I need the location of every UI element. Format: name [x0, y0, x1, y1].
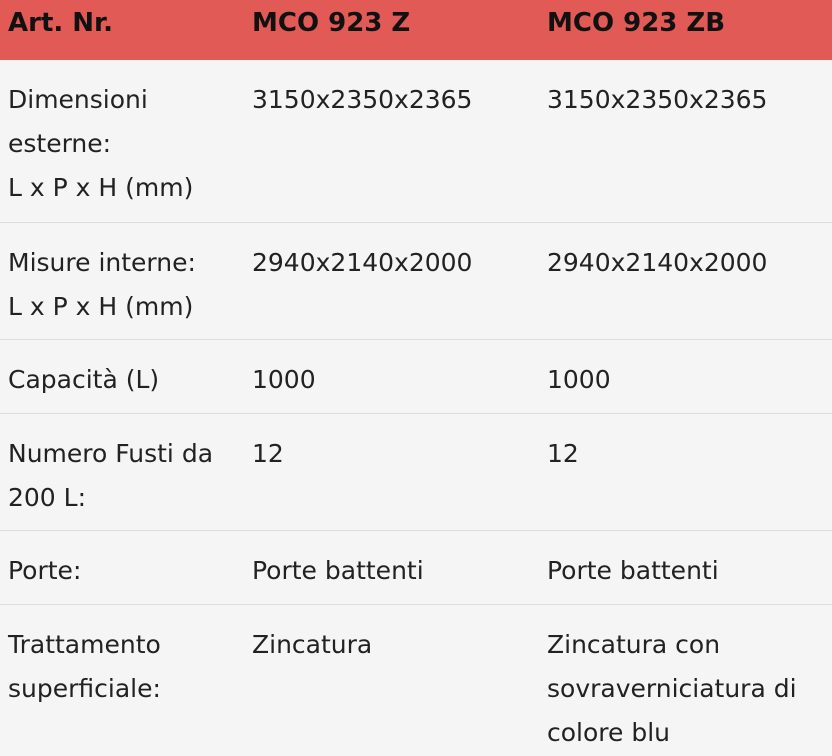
table-row-dimensioni-esterne — [0, 60, 832, 223]
row-value-zb: 12 — [547, 439, 579, 468]
header-mco-923-zb: MCO 923 ZB — [547, 8, 726, 38]
row-value-z: Porte battenti — [252, 556, 424, 585]
table-row-porte — [0, 531, 832, 605]
row-value-z: 1000 — [252, 365, 316, 394]
row-label: Trattamento superficiale: — [8, 630, 161, 703]
row-value-zb: 3150x2350x2365 — [547, 85, 768, 114]
row-label: Dimensioni esterne: L x P x H (mm) — [8, 85, 194, 202]
row-label: Misure interne: L x P x H (mm) — [8, 248, 196, 321]
table-row-capacita — [0, 340, 832, 414]
row-value-z: 2940x2140x2000 — [252, 248, 473, 277]
header-mco-923-z: MCO 923 Z — [252, 8, 411, 38]
row-value-z: 12 — [252, 439, 284, 468]
row-label: Porte: — [8, 556, 82, 585]
row-value-zb: Zincatura con sovraverniciatura di colore blu — [547, 630, 797, 747]
row-value-zb: 2940x2140x2000 — [547, 248, 768, 277]
row-value-z: 3150x2350x2365 — [252, 85, 473, 114]
table-row-numero-fusti — [0, 414, 832, 531]
table-row-trattamento — [0, 605, 832, 756]
row-value-zb: 1000 — [547, 365, 611, 394]
row-value-z: Zincatura — [252, 630, 373, 659]
header-art-nr: Art. Nr. — [8, 8, 114, 38]
table-header — [0, 0, 832, 60]
row-label: Numero Fusti da 200 L: — [8, 439, 214, 512]
table-row-misure-interne — [0, 223, 832, 340]
row-value-zb: Porte battenti — [547, 556, 719, 585]
row-label: Capacità (L) — [8, 365, 160, 394]
